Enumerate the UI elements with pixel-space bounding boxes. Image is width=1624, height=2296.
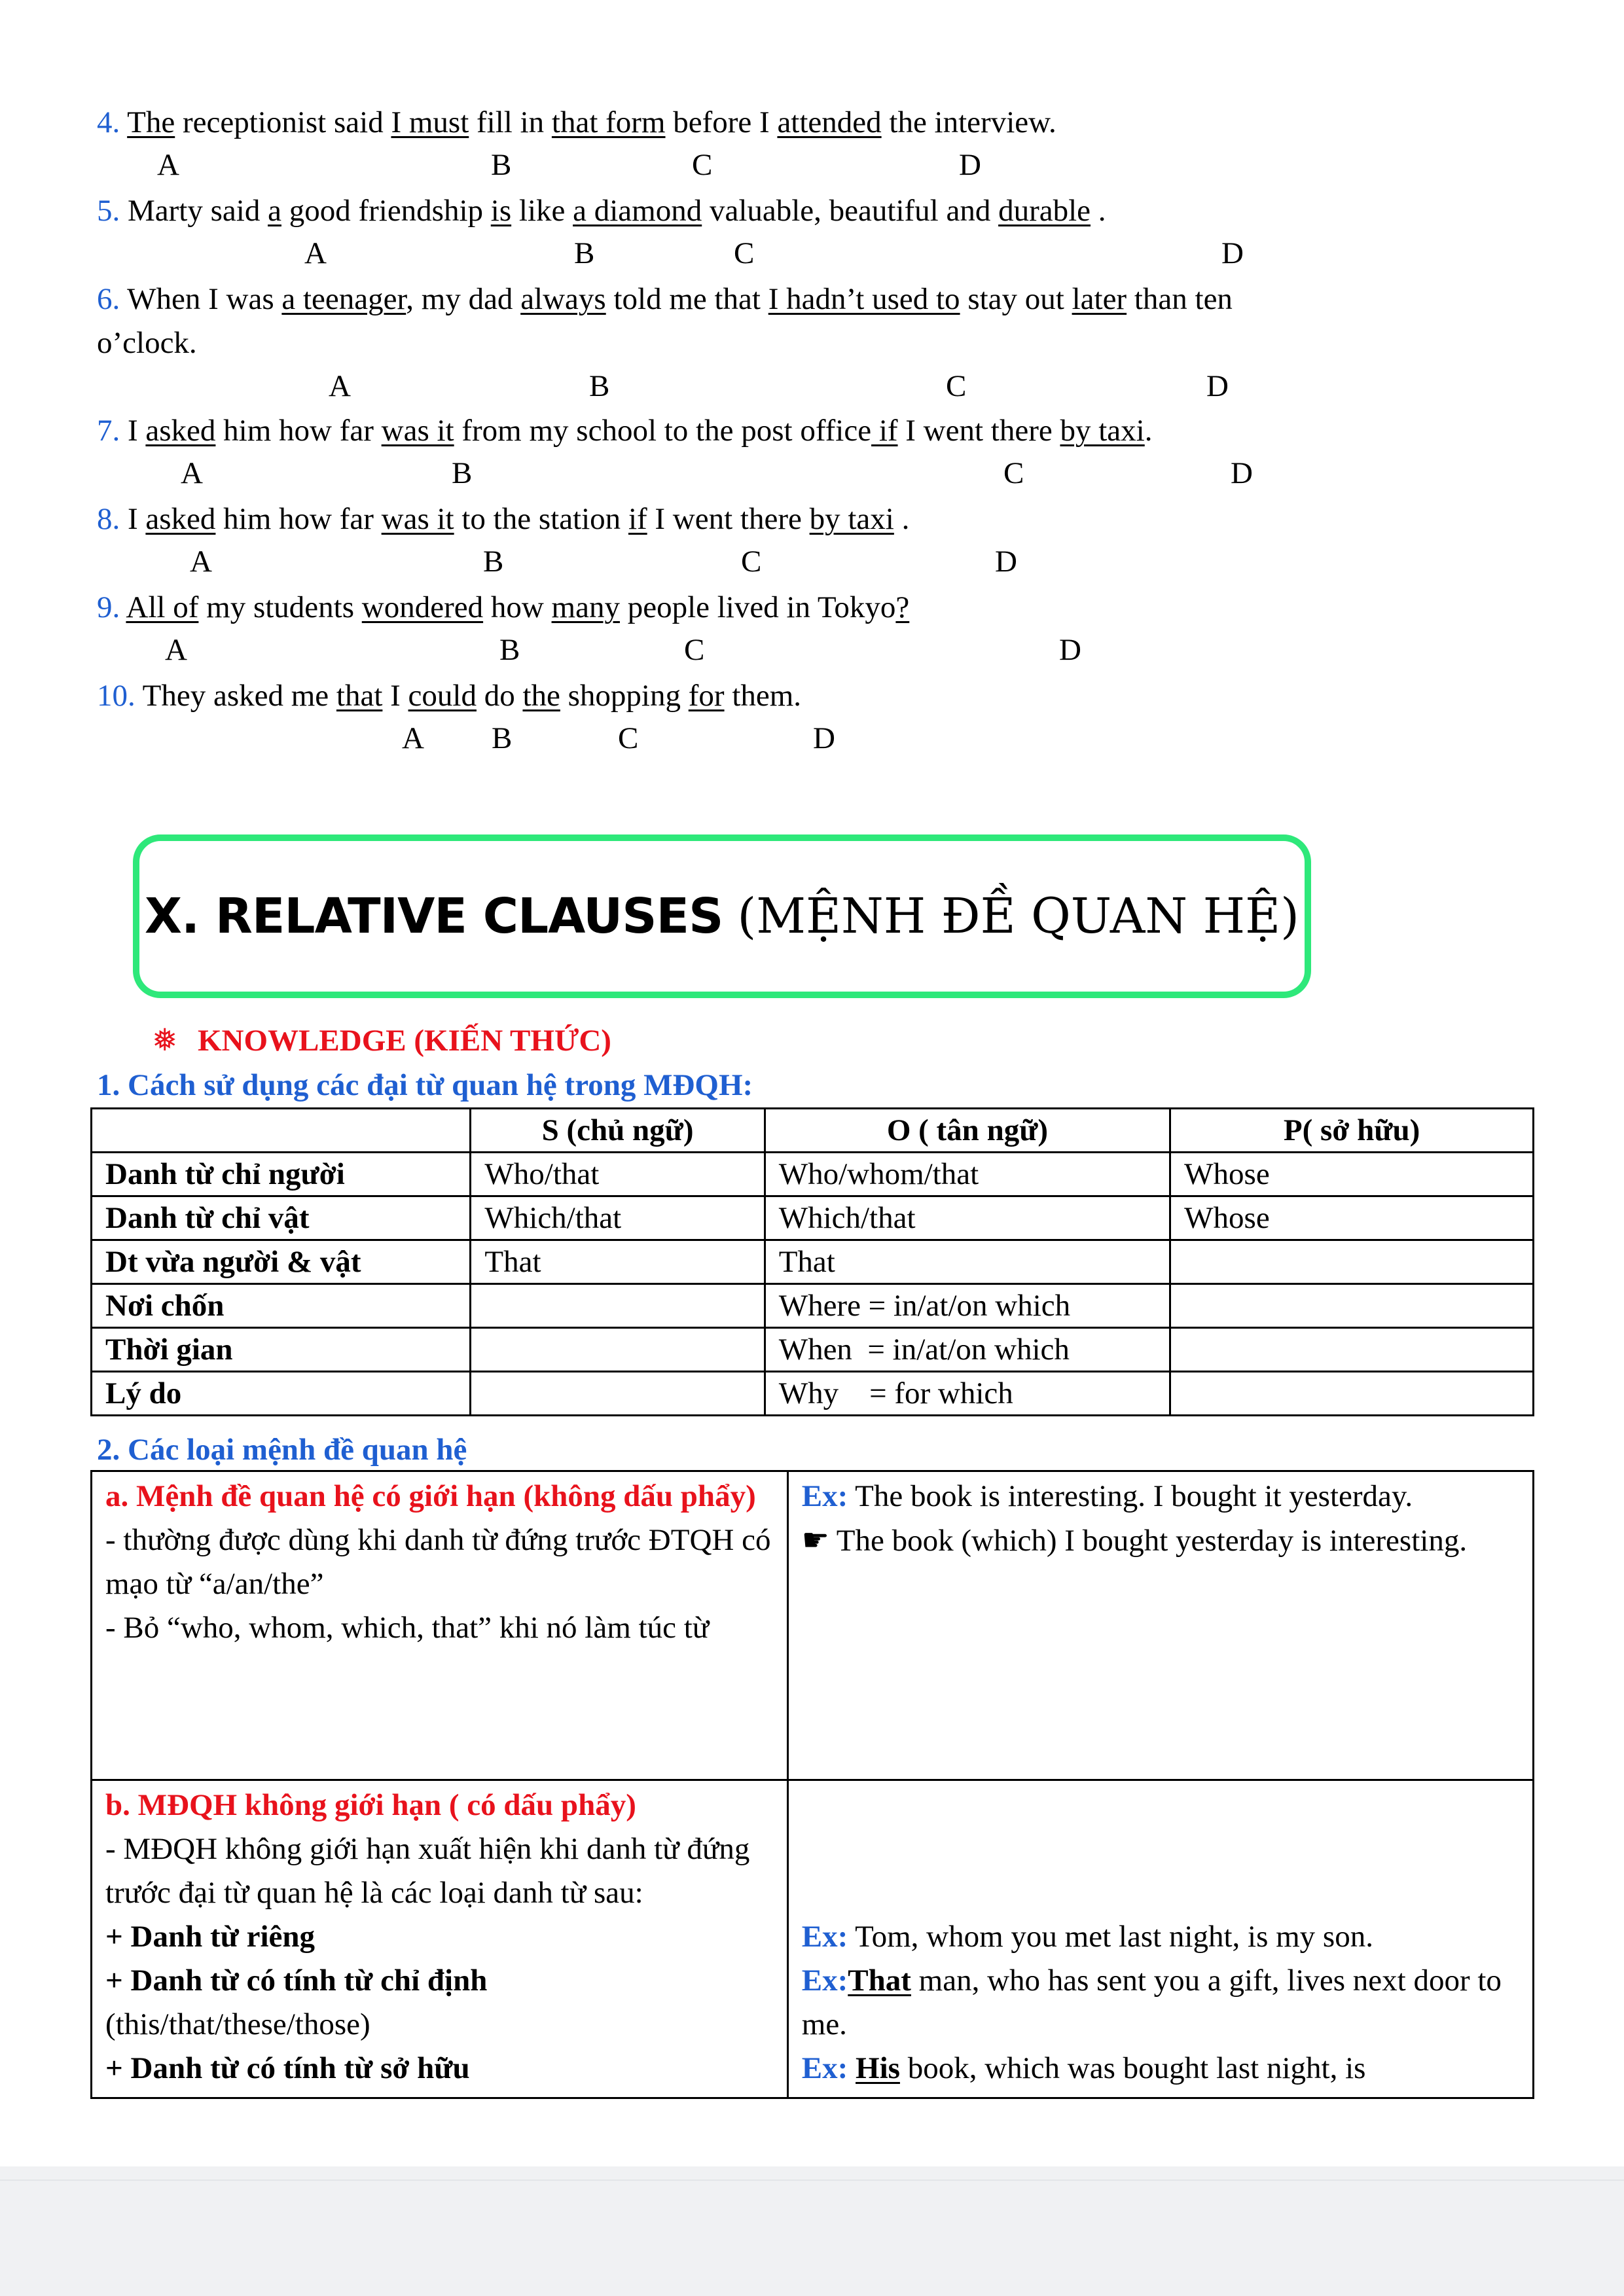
- question-text: .: [1144, 414, 1153, 448]
- question-text: good friendship: [281, 194, 491, 228]
- option-label: C: [741, 545, 762, 579]
- table-cell: [471, 1284, 765, 1328]
- example-line: [802, 1915, 1519, 1959]
- table-cell: [1170, 1240, 1534, 1284]
- question-number: 7.: [97, 414, 120, 448]
- table-cell: Where = in/at/on which: [765, 1284, 1170, 1328]
- row-header-cell: Thời gian: [92, 1328, 471, 1372]
- question-text: shopping: [560, 679, 689, 713]
- option-label: D: [995, 545, 1017, 579]
- option-label: A: [157, 148, 179, 182]
- question-text: the interview.: [881, 105, 1056, 139]
- clause-type-b-cell: [92, 1780, 788, 2098]
- example-label: Ex:: [801, 1964, 848, 1998]
- question-text: told me that: [605, 282, 768, 316]
- question-number: 9.: [97, 590, 120, 624]
- underlined-segment: was it: [381, 414, 454, 448]
- option-label: B: [492, 721, 513, 755]
- question-text: valuable, beautiful and: [702, 194, 999, 228]
- table-cell: Which/that: [765, 1196, 1170, 1240]
- question-text: receptionist said: [175, 105, 391, 139]
- question-8: [97, 499, 909, 539]
- question-text: him how far: [215, 502, 382, 536]
- example-label: Ex:: [801, 1479, 848, 1513]
- question-text: .: [1091, 194, 1106, 228]
- question-text: I: [120, 502, 146, 536]
- question-text: I went there: [647, 502, 810, 536]
- table-row: [92, 1780, 1534, 2098]
- question-text: like: [511, 194, 573, 228]
- table-row: [92, 1240, 1534, 1284]
- question-text: than ten: [1127, 282, 1233, 316]
- option-label: C: [946, 369, 967, 403]
- row-header-cell: Nơi chốn: [92, 1284, 471, 1328]
- noun-type-item: + Danh từ có tính từ chỉ định: [105, 1964, 488, 1998]
- example-keyword: His: [856, 2051, 900, 2085]
- question-text: my students: [198, 590, 362, 624]
- table-cell: Whose: [1170, 1153, 1534, 1196]
- underlined-segment: that form: [551, 105, 666, 139]
- section-title-box: [133, 834, 1311, 998]
- underlined-segment: always: [520, 282, 606, 316]
- option-label: B: [491, 148, 512, 182]
- question-10: [97, 676, 801, 715]
- option-label: A: [165, 633, 187, 667]
- table-cell: That: [765, 1240, 1170, 1284]
- question-text: I: [382, 679, 408, 713]
- option-label: C: [1003, 456, 1024, 490]
- example-text: man, who has sent you a gift, lives next door to me.: [801, 1964, 1502, 2041]
- viewer-bottom-area: [0, 2166, 1624, 2296]
- question-text: I: [120, 414, 146, 448]
- option-label: C: [684, 633, 705, 667]
- subsection-2-title: 2. Các loại mệnh đề quan hệ: [97, 1433, 467, 1467]
- snowflake-bullet-icon: ❅: [152, 1024, 178, 1058]
- underlined-segment: I hadn’t used to: [768, 282, 960, 316]
- option-label: D: [813, 721, 835, 755]
- underlined-segment: a: [268, 194, 281, 228]
- question-6: [97, 279, 1233, 319]
- clause-type-b-note: - MĐQH không giới hạn xuất hiện khi danh từ đứng trước đại từ quan hệ là các loại danh từ sau:: [105, 1832, 750, 1910]
- option-label: A: [402, 721, 424, 755]
- question-number: 10.: [97, 679, 135, 713]
- option-label: A: [190, 545, 212, 579]
- clause-type-a-cell: [92, 1471, 788, 1780]
- table-header-row: [92, 1109, 1534, 1153]
- example-line: [802, 1959, 1519, 2047]
- example-b-cell: [787, 1780, 1533, 2098]
- header-cell: [92, 1109, 471, 1153]
- question-5: [97, 191, 1106, 230]
- underlined-segment: that: [336, 679, 383, 713]
- example-line: [802, 1475, 1519, 1518]
- underlined-segment: a diamond: [573, 194, 702, 228]
- question-text: .: [893, 502, 910, 536]
- table-cell: Who/that: [471, 1153, 765, 1196]
- question-text: fill in: [469, 105, 552, 139]
- underlined-segment: many: [551, 590, 620, 624]
- table-cell: [1170, 1328, 1534, 1372]
- row-header-cell: Danh từ chỉ vật: [92, 1196, 471, 1240]
- table-cell: [1170, 1372, 1534, 1416]
- question-6-continuation: o’clock.: [97, 326, 197, 360]
- header-cell: O ( tân ngữ): [765, 1109, 1170, 1153]
- table-row: [92, 1328, 1534, 1372]
- underlined-segment: durable: [998, 194, 1091, 228]
- question-number: 6.: [97, 282, 120, 316]
- noun-type-item: + Danh từ riêng: [105, 1920, 316, 1954]
- option-label: D: [1221, 236, 1244, 270]
- question-text: They asked me: [135, 679, 336, 713]
- question-text: When I was: [120, 282, 282, 316]
- question-text: to the station: [454, 502, 628, 536]
- question-text: how: [483, 590, 552, 624]
- example-keyword: That: [848, 1964, 911, 1998]
- table-cell: [471, 1328, 765, 1372]
- underlined-segment: if: [628, 502, 647, 536]
- relative-pronoun-table: [90, 1107, 1534, 1416]
- option-label: A: [329, 369, 351, 403]
- underlined-segment: by taxi: [809, 502, 894, 536]
- row-header-cell: Lý do: [92, 1372, 471, 1416]
- example-line: [802, 1518, 1519, 1563]
- example-text: Tom, whom you met last night, is my son.: [848, 1920, 1373, 1954]
- underlined-segment: could: [408, 679, 477, 713]
- question-text: before I: [665, 105, 778, 139]
- question-7: [97, 411, 1152, 450]
- row-header-cell: Dt vừa người & vật: [92, 1240, 471, 1284]
- example-text: The book is interesting. I bought it yesterday.: [848, 1479, 1413, 1513]
- question-text: from my school to the post office: [454, 414, 872, 448]
- pointing-hand-icon: ☛: [801, 1522, 829, 1558]
- question-text: them.: [724, 679, 802, 713]
- table-cell: [471, 1372, 765, 1416]
- question-text: , my dad: [406, 282, 521, 316]
- noun-type-note: (this/that/these/those): [105, 2007, 370, 2041]
- option-label: A: [181, 456, 203, 490]
- option-label: D: [1231, 456, 1253, 490]
- knowledge-heading: [152, 1021, 611, 1060]
- clause-types-table: [90, 1470, 1534, 2099]
- underlined-segment: is: [490, 194, 512, 228]
- option-label: C: [734, 236, 755, 270]
- option-label: B: [483, 545, 504, 579]
- question-number: 4.: [97, 105, 120, 139]
- table-cell: Which/that: [471, 1196, 765, 1240]
- knowledge-label: KNOWLEDGE (KIẾN THỨC): [198, 1024, 611, 1058]
- question-text: people lived in Tokyo: [619, 590, 896, 624]
- underlined-segment: attended: [777, 105, 882, 139]
- example-label: Ex:: [801, 1920, 848, 1954]
- clause-type-a-note: - Bỏ “who, whom, which, that” khi nó làm túc từ: [105, 1611, 710, 1645]
- option-label: C: [692, 148, 713, 182]
- table-cell: When = in/at/on which: [765, 1328, 1170, 1372]
- question-text: stay out: [960, 282, 1072, 316]
- table-row: [92, 1372, 1534, 1416]
- question-text: Marty said: [120, 194, 268, 228]
- clause-type-a-note: - thường được dùng khi danh từ đứng trước ĐTQH có mạo từ “a/an/the”: [105, 1523, 771, 1601]
- table-row: [92, 1471, 1534, 1780]
- noun-type-item: + Danh từ có tính từ sở hữu: [105, 2051, 470, 2085]
- option-label: B: [574, 236, 595, 270]
- table-cell: [1170, 1284, 1534, 1328]
- option-label: B: [589, 369, 610, 403]
- underlined-segment: All of: [126, 590, 199, 624]
- underlined-segment: by taxi: [1060, 414, 1145, 448]
- example-line: [802, 2047, 1519, 2090]
- header-cell: P( sở hữu): [1170, 1109, 1534, 1153]
- section-title-main: X. RELATIVE CLAUSES: [144, 888, 723, 944]
- question-number: 8.: [97, 502, 120, 536]
- question-4: [97, 103, 1056, 142]
- underlined-segment: The: [127, 105, 175, 139]
- section-title: [139, 841, 1305, 992]
- underlined-segment: for: [688, 679, 725, 713]
- underlined-segment: was it: [381, 502, 454, 536]
- clause-type-b-title: b. MĐQH không giới hạn ( có dấu phẩy): [105, 1788, 636, 1822]
- example-text: book, which was bought last night, is: [899, 2051, 1366, 2085]
- option-label: D: [959, 148, 981, 182]
- option-label: C: [618, 721, 639, 755]
- example-a-cell: [787, 1471, 1533, 1780]
- example-label: Ex:: [801, 2051, 848, 2085]
- underlined-segment: the: [522, 679, 560, 713]
- underlined-segment: asked: [145, 414, 216, 448]
- table-row: [92, 1284, 1534, 1328]
- section-title-sub: (MỆNH ĐỀ QUAN HỆ): [737, 888, 1300, 944]
- underlined-segment: asked: [145, 502, 216, 536]
- option-label: B: [452, 456, 473, 490]
- table-cell: Why = for which: [765, 1372, 1170, 1416]
- option-label: B: [499, 633, 520, 667]
- table-row: [92, 1153, 1534, 1196]
- question-9: [97, 588, 909, 627]
- underlined-segment: later: [1072, 282, 1127, 316]
- question-number: 5.: [97, 194, 120, 228]
- table-cell: Whose: [1170, 1196, 1534, 1240]
- underlined-segment: ?: [895, 590, 910, 624]
- option-label: A: [304, 236, 327, 270]
- question-text: I went there: [897, 414, 1060, 448]
- question-text: him how far: [215, 414, 382, 448]
- question-text: do: [476, 679, 523, 713]
- header-cell: S (chủ ngữ): [471, 1109, 765, 1153]
- table-cell: Who/whom/that: [765, 1153, 1170, 1196]
- underlined-segment: wondered: [361, 590, 484, 624]
- example-text: The book (which) I bought yesterday is interesting.: [829, 1524, 1468, 1558]
- table-cell: That: [471, 1240, 765, 1284]
- clause-type-a-title: a. Mệnh đề quan hệ có giới hạn (không dấu phẩy): [105, 1479, 756, 1513]
- divider: [0, 2179, 1624, 2181]
- underlined-segment: if: [871, 414, 898, 448]
- option-label: D: [1206, 369, 1229, 403]
- option-label: D: [1059, 633, 1081, 667]
- table-row: [92, 1196, 1534, 1240]
- row-header-cell: Danh từ chỉ người: [92, 1153, 471, 1196]
- question-text: [120, 105, 127, 139]
- underlined-segment: I must: [391, 105, 469, 139]
- underlined-segment: a teenager: [281, 282, 406, 316]
- subsection-1-title: 1. Cách sử dụng các đại từ quan hệ trong MĐQH:: [97, 1068, 753, 1102]
